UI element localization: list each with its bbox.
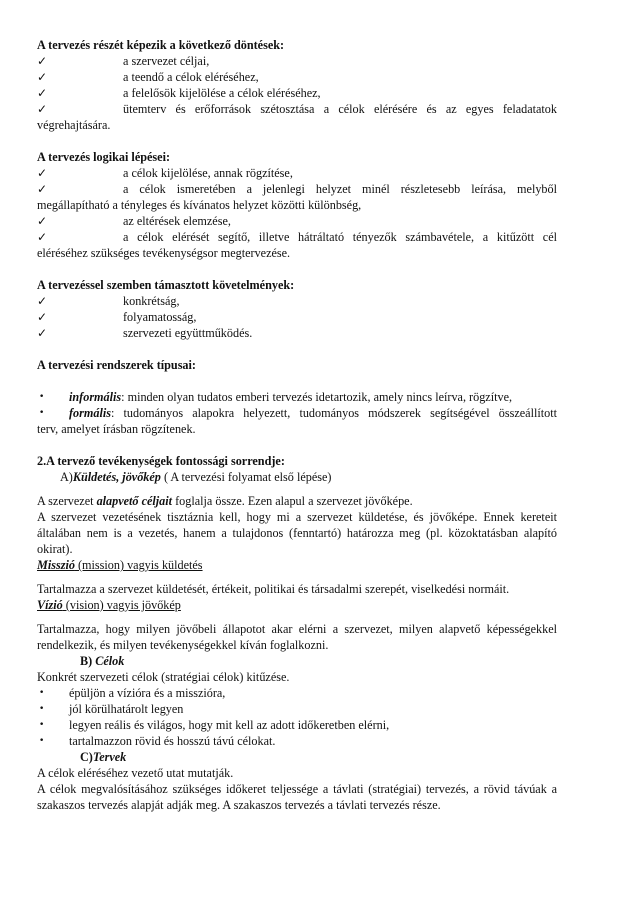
list-item-text: az eltérések elemzése,: [123, 214, 231, 228]
bullet-list-item: [37, 389, 557, 405]
list-item-text: a célok elérését segítő, illetve hátráltató tényezők számbavétele, a kitűzött cél: [123, 230, 557, 244]
bullet-icon: •: [39, 408, 45, 418]
section-heading-priority-order: 2.A tervező tevékenységek fontossági sorrendje:: [37, 454, 285, 468]
subsection-title: Tervek: [92, 750, 127, 764]
checkmark-icon: ✓: [37, 326, 48, 340]
term-formal: formális: [69, 406, 111, 420]
list-item-text: folyamatosság,: [123, 310, 197, 324]
subsection-note: ( A tervezési folyamat első lépése): [160, 470, 332, 484]
checkmark-icon: ✓: [37, 230, 48, 244]
check-list-item: [37, 293, 557, 309]
subsection-label: B): [80, 654, 93, 668]
term-subtitle: (mission) vagyis küldetés: [74, 558, 203, 572]
term-heading-vision: [37, 597, 557, 613]
section-heading-logical-steps: A tervezés logikai lépései:: [37, 150, 171, 164]
checkmark-icon: ✓: [37, 86, 48, 100]
list-item-text: a célok kijelölése, annak rögzítése,: [123, 166, 293, 180]
bullet-list-item: [37, 717, 557, 733]
check-list-item: [37, 181, 557, 197]
term-heading-mission: [37, 557, 557, 573]
paragraph: Konkrét szervezeti célok (stratégiai célok) kitűzése.: [37, 670, 290, 684]
list-item-text: jól körülhatárolt legyen: [69, 702, 184, 716]
checkmark-icon: ✓: [37, 182, 48, 196]
subsection-title: Küldetés, jövőkép: [72, 470, 161, 484]
subsection-b-heading: [37, 653, 557, 669]
document-body: [37, 37, 557, 813]
check-list-item: [37, 213, 557, 229]
checkmark-icon: ✓: [37, 102, 48, 116]
list-item-text: konkrétság,: [123, 294, 180, 308]
list-item-continuation: terv, amelyet írásban rögzítenek.: [37, 422, 196, 436]
paragraph-text: A szervezet: [37, 494, 97, 508]
subsection-a-heading: [37, 469, 557, 485]
section-heading-decisions: A tervezés részét képezik a következő döntések:: [37, 38, 285, 52]
checkmark-icon: ✓: [37, 294, 48, 308]
list-item-text: a teendő a célok eléréséhez,: [123, 70, 259, 84]
checkmark-icon: ✓: [37, 166, 48, 180]
bullet-icon: •: [39, 392, 45, 402]
section-heading-requirements: A tervezéssel szemben támasztott követelmények:: [37, 278, 295, 292]
term-subtitle: (vision) vagyis jövőkép: [62, 598, 181, 612]
bullet-list-item: [37, 733, 557, 749]
bullet-icon: •: [39, 704, 45, 714]
checkmark-icon: ✓: [37, 214, 48, 228]
bullet-icon: •: [39, 720, 45, 730]
emphasis-text: alapvető céljait: [96, 494, 173, 508]
checkmark-icon: ✓: [37, 54, 48, 68]
list-item-text: a felelősök kijelölése a célok eléréséhez,: [123, 86, 321, 100]
list-item-continuation: eléréséhez szükséges tevékenységsor megtervezése.: [37, 246, 291, 260]
list-item-text: szervezeti együttműködés.: [123, 326, 253, 340]
paragraph: A célok megvalósításához szükséges időkeret teljessége a távlati (stratégiai) tervezés, a rövid távúak a szakaszos tervezés alapját adják meg. A szakaszos tervezés a távlati tervezés része.: [37, 782, 557, 812]
paragraph: Tartalmazza, hogy milyen jövőbeli állapotot akar elérni a szervezet, milyen alapvető képességekkel rendelkezik, és milyen tevékenységekkel kíván foglalkozni.: [37, 622, 557, 652]
checkmark-icon: ✓: [37, 70, 48, 84]
bullet-list-item: [37, 405, 557, 421]
term-mission: Misszió: [37, 558, 75, 572]
check-list-item: [37, 69, 557, 85]
paragraph: [37, 493, 557, 509]
check-list-item: [37, 229, 557, 245]
bullet-icon: •: [39, 688, 45, 698]
subsection-title: Célok: [95, 654, 125, 668]
list-item-continuation: végrehajtására.: [37, 118, 111, 132]
subsection-label: A): [60, 470, 73, 484]
subsection-c-heading: [37, 749, 557, 765]
list-item-text: legyen reális és világos, hogy mit kell az adott időkeretben elérni,: [69, 718, 390, 732]
checkmark-icon: ✓: [37, 310, 48, 324]
bullet-list-item: [37, 685, 557, 701]
list-item-text: ütemterv és erőforrások szétosztása a célok elérésére és az egyes feladatatok: [123, 102, 557, 116]
term-definition: : tudományos alapokra helyezett, tudományos módszerek segítségével összeállított: [110, 406, 557, 420]
paragraph-text: foglalja össze. Ezen alapul a szervezet jövőképe.: [172, 494, 413, 508]
check-list-item: [37, 85, 557, 101]
paragraph: A célok eléréséhez vezető utat mutatják.: [37, 766, 234, 780]
list-item-text: a célok ismeretében a jelenlegi helyzet minél részletesebb leírása, melyből: [123, 182, 557, 196]
list-item-text: épüljön a vízióra és a misszióra,: [69, 686, 226, 700]
subsection-label: C): [80, 750, 93, 764]
term-informal: informális: [69, 390, 122, 404]
section-heading-planning-types: A tervezési rendszerek típusai:: [37, 358, 196, 372]
list-item-text: tartalmazzon rövid és hosszú távú célokat.: [69, 734, 276, 748]
check-list-item: [37, 53, 557, 69]
term-definition: : minden olyan tudatos emberi tervezés idetartozik, amely nincs leírva, rögzítve,: [121, 390, 513, 404]
check-list-item: [37, 309, 557, 325]
check-list-item: [37, 325, 557, 341]
bullet-list-item: [37, 701, 557, 717]
check-list-item: [37, 165, 557, 181]
bullet-icon: •: [39, 736, 45, 746]
list-item-text: a szervezet céljai,: [123, 54, 210, 68]
paragraph: Tartalmazza a szervezet küldetését, értékeit, politikai és társadalmi szerepét, viselkedési normáit.: [37, 582, 510, 596]
list-item-continuation: megállapítható a tényleges és kívánatos helyzet közötti különbség,: [37, 198, 362, 212]
paragraph: A szervezet vezetésének tisztáznia kell, hogy mi a szervezet küldetése, és jövőképe. Ennek kereteit általában nem is a vezetés, hanem a tulajdonos (fenntartó) határozza meg (pl. közoktatásban alapító okirat).: [37, 510, 557, 556]
term-vision: Vízió: [37, 598, 63, 612]
check-list-item: [37, 101, 557, 117]
